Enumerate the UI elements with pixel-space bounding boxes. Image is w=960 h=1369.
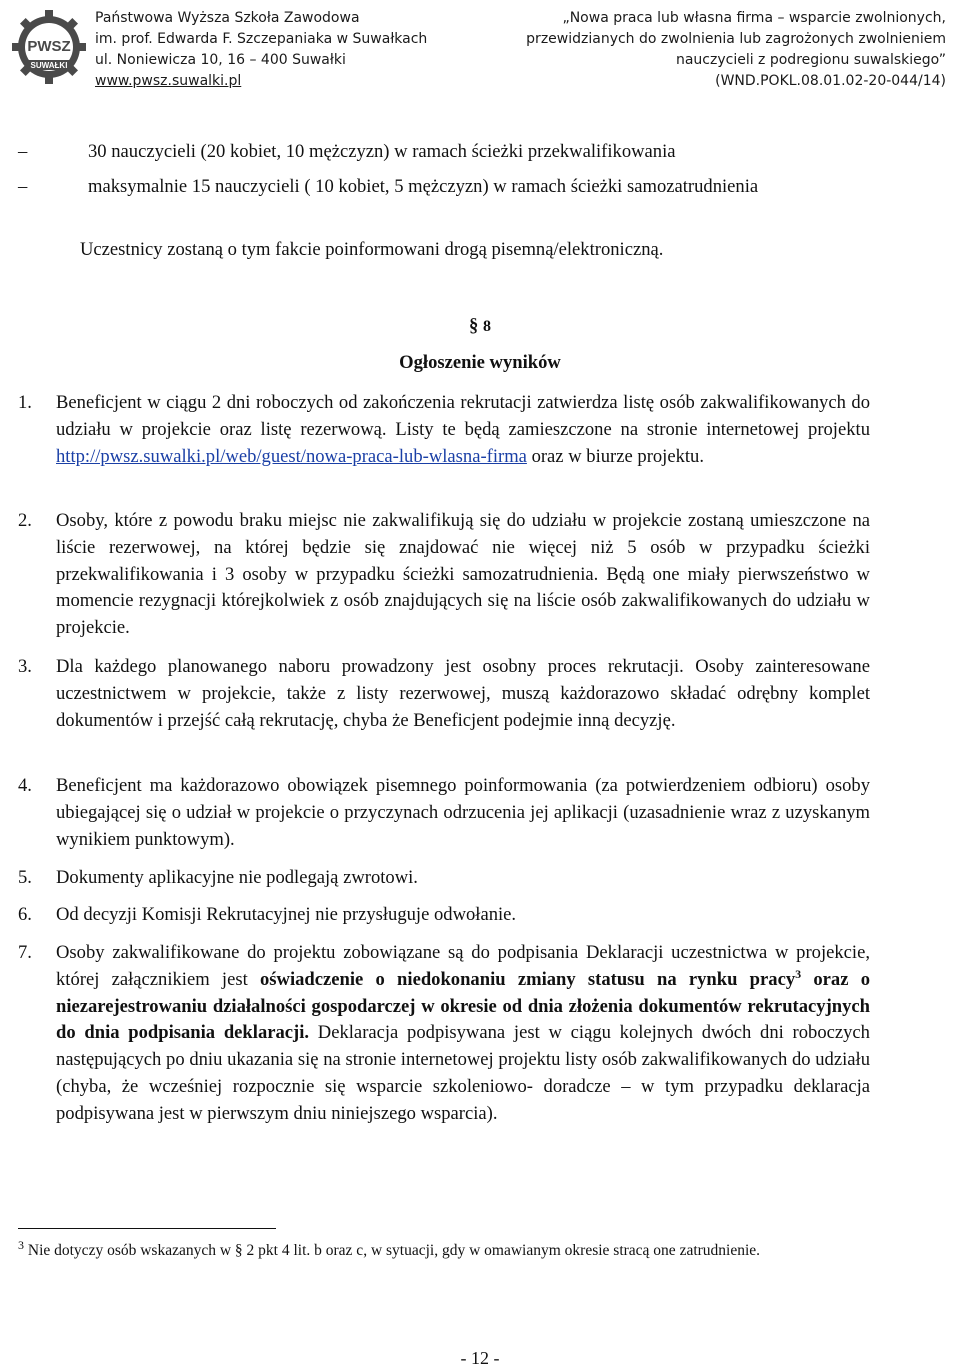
section-number-value: 8 bbox=[482, 318, 491, 335]
institution-info bbox=[95, 8, 427, 92]
item-number: 6. bbox=[18, 904, 32, 925]
page-number: - 12 - bbox=[460, 1348, 500, 1368]
project-title-line-1: „Nowa praca lub własna firma – wsparcie zwolnionych, bbox=[562, 10, 946, 26]
footnote-number: 3 bbox=[18, 1237, 24, 1252]
list-item: Osoby, które z powodu braku miejsc nie zakwalifikują się do udziału w projekcie zostaną umieszczone na liście rezerwowej, na której będzie się znajdować nie więcej niż 5 osób w przypadku ścieżki przekwalifikowania i 3 osoby w przypadku ścieżki samozatrudnienia. Będą one miały pierwszeństwo w momencie rezygnacji którejkolwiek z osób znajdujących się na liście osób zakwalifikowanych do udziału w projekcie. bbox=[56, 510, 870, 639]
list-item: Dokumenty aplikacyjne nie podlegają zwrotowi. bbox=[56, 867, 418, 888]
section-number bbox=[0, 315, 960, 337]
project-number: (WND.POKL.08.01.02-20-044/14) bbox=[715, 73, 946, 89]
logo-text: PWSZ bbox=[27, 38, 71, 55]
list-item: Od decyzji Komisji Rekrutacyjnej nie przysługuje odwołanie. bbox=[56, 904, 517, 925]
institution-patron: im. prof. Edwarda F. Szczepaniaka w Suwałkach bbox=[95, 31, 428, 47]
project-website-link[interactable]: http://pwsz.suwalki.pl/web/guest/nowa-praca-lub-wlasna-firma bbox=[56, 445, 527, 467]
footnote-reference[interactable]: 3 bbox=[795, 966, 802, 981]
project-title bbox=[506, 8, 946, 92]
item-number: 7. bbox=[18, 942, 32, 963]
project-title-line-2: przewidzianych do zwolnienia lub zagrożonych zwolnieniem bbox=[526, 31, 946, 47]
project-title-line-3: nauczycieli z podregionu suwalskiego” bbox=[675, 52, 946, 68]
dash-bullet: – bbox=[18, 141, 28, 162]
list-item bbox=[56, 390, 870, 470]
pwsz-logo bbox=[10, 8, 88, 86]
item-number: 5. bbox=[18, 867, 32, 888]
list-item-text: 30 nauczycieli (20 kobiet, 10 mężczyzn) w ramach ścieżki przekwalifikowania bbox=[88, 141, 676, 162]
item-text: Deklaracja podpisywana jest w ciągu kolejnych dwóch dni roboczych następujących po dniu ukazania się na stronie internetowej projektu listy osób zakwalifikowanych do udziału (chyba, że wcześniej rozpocznie się wsparcie szkoleniowo- doradcze – w tym przypadku deklaracja podpisywana jest w pierwszym dniu niniejszego wsparcia). bbox=[56, 1022, 870, 1124]
footnote bbox=[18, 1237, 870, 1261]
dash-bullet: – bbox=[18, 176, 28, 197]
footnote-separator bbox=[18, 1228, 276, 1229]
page-header bbox=[0, 0, 960, 100]
item-text: Osoby zakwalifikowane do projektu zobowiązane są do podpisania Deklaracji uczestnictwa w projekcie, której załącznikiem jest bbox=[56, 942, 870, 990]
logo-subtext: SUWAŁKI bbox=[30, 61, 68, 70]
list-item bbox=[56, 940, 870, 1128]
institution-address: ul. Noniewicza 10, 16 – 400 Suwałki bbox=[95, 52, 346, 68]
item-bold-text: oświadczenie o niedokonaniu zmiany statusu na rynku pracy bbox=[260, 968, 796, 990]
item-number: 2. bbox=[18, 510, 32, 531]
footnote-text: Nie dotyczy osób wskazanych w § 2 pkt 4 lit. b oraz c, w sytuacji, gdy w omawianym okresie stracą one zatrudnienie. bbox=[24, 1242, 761, 1259]
item-text: oraz w biurze projektu. bbox=[526, 445, 705, 467]
list-item: Beneficjent ma każdorazowo obowiązek pisemnego poinformowania (za potwierdzeniem odbioru) osoby ubiegającej się o udział w projekcie o przyczynach odrzucenia jej aplikacji (uzasadnienie wraz z uzyskanym wynikiem punktowym). bbox=[56, 775, 870, 850]
institution-website[interactable]: www.pwsz.suwalki.pl bbox=[95, 73, 242, 89]
item-number: 3. bbox=[18, 656, 32, 677]
section-symbol: § bbox=[469, 315, 479, 336]
intro-sentence: Uczestnicy zostaną o tym fakcie poinformowani drogą pisemną/elektroniczną. bbox=[80, 239, 664, 260]
item-number: 1. bbox=[18, 392, 32, 413]
list-item bbox=[18, 139, 870, 166]
list-item-text: maksymalnie 15 nauczycieli ( 10 kobiet, 5 mężczyzn) w ramach ścieżki samozatrudnienia bbox=[88, 176, 759, 197]
list-item bbox=[18, 174, 870, 201]
institution-name: Państwowa Wyższa Szkoła Zawodowa bbox=[95, 10, 360, 26]
item-bold-text: oraz o niezarejestrowaniu działalności gospodarczej w okresie od dnia złożenia dokumentów rekrutacyjnych do dnia podpisania deklaracji. bbox=[56, 968, 871, 1044]
list-item: Dla każdego planowanego naboru prowadzony jest osobny proces rekrutacji. Osoby zainteresowane uczestnictwem w projekcie, także z listy rezerwowej, muszą każdorazowo składać odrębny komplet dokumentów i przejść całą rekrutację, chyba że Beneficjent podejmie inną decyzję. bbox=[56, 656, 870, 731]
item-number: 4. bbox=[18, 775, 32, 796]
section-title: Ogłoszenie wyników bbox=[399, 352, 561, 373]
item-text: Beneficjent w ciągu 2 dni roboczych od zakończenia rekrutacji zatwierdza listę osób zakwalifikowanych do udziału w projekcie oraz listę rezerwową. Listy te będą zamieszczone na stronie internetowej projektu bbox=[56, 392, 870, 440]
